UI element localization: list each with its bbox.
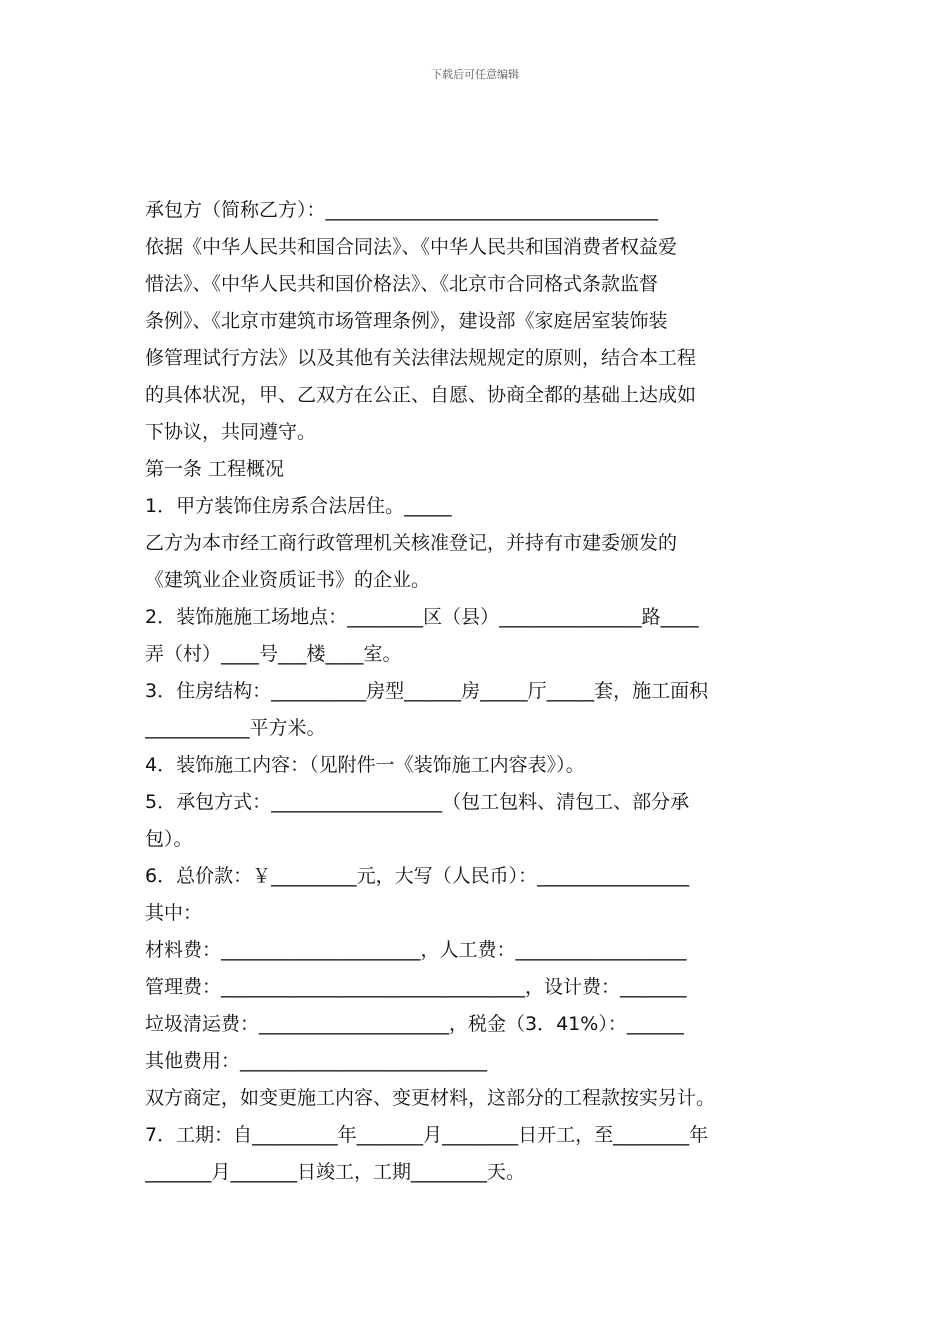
clause-4-line: 4．装饰施工内容：（见附件一《装饰施工内容表》）。 [145, 754, 585, 776]
clause-7-line: _______月_______日竣工，工期________天。 [145, 1161, 526, 1183]
clause-1-line: 《建筑业企业资质证书》的企业。 [145, 569, 431, 591]
clause-3-line: ___________平方米。 [145, 717, 326, 739]
page-header-note: 下载后可任意编辑 [431, 68, 519, 81]
clause-1-line: 1．甲方装饰住房系合法居住。_____ [145, 495, 452, 517]
clause-2-line: 2．装饰施施工场地点：________区（县）_______________路____ [145, 606, 699, 628]
clause-2-line: 弄（村）____号___楼____室。 [145, 643, 402, 665]
clause-1-line: 乙方为本市经工商行政管理机关核准登记，并持有市建委颁发的 [145, 532, 678, 554]
clause-7-line: 7．工期：自_________年_______月________日开工，至________年 [145, 1124, 709, 1146]
preamble-line: 依据《中华人民共和国合同法》、《中华人民共和国消费者权益爱 [145, 236, 678, 258]
clause-5-line: 5．承包方式：__________________（包工包料、清包工、部分承 [145, 791, 690, 813]
clause-5-line: 包）。 [145, 828, 193, 850]
article-heading: 第一条 工程概况 [145, 458, 285, 480]
contractor-party-line: 承包方（简称乙方）：___________________________________ [145, 199, 659, 221]
clause-6-line: 6．总价款：￥_________元，大写（人民币）：________________ [145, 865, 690, 887]
preamble-line: 修管理试行方法》以及其他有关法律法规规定的原则，结合本工程 [145, 347, 697, 369]
change-note-line: 双方商定，如变更施工内容、变更材料，这部分的工程款按实另计。 [145, 1087, 716, 1109]
preamble-line: 条例》、《北京市建筑市场管理条例》，建设部《家庭居室装饰装 [145, 310, 668, 332]
clause-6-line: 其中： [145, 902, 203, 924]
clause-3-line: 3．住房结构：__________房型______房_____厅_____套，施工面积 [145, 680, 709, 702]
preamble-line: 下协议，共同遵守。 [145, 421, 317, 443]
preamble-line: 的具体状况，甲、乙双方在公正、自愿、协商全都的基础上达成如 [145, 384, 697, 406]
fee-line: 其他费用：__________________________ [145, 1050, 488, 1072]
fee-line: 管理费：________________________________，设计费：_______ [145, 976, 687, 998]
fee-line: 材料费：_____________________，人工费：__________________ [145, 939, 687, 961]
contract-body [145, 192, 810, 1191]
preamble-line: 惜法》、《中华人民共和国价格法》、《北京市合同格式条款监督 [145, 273, 659, 295]
fee-line: 垃圾清运费：____________________，税金（3．41%）：______ [145, 1013, 684, 1035]
